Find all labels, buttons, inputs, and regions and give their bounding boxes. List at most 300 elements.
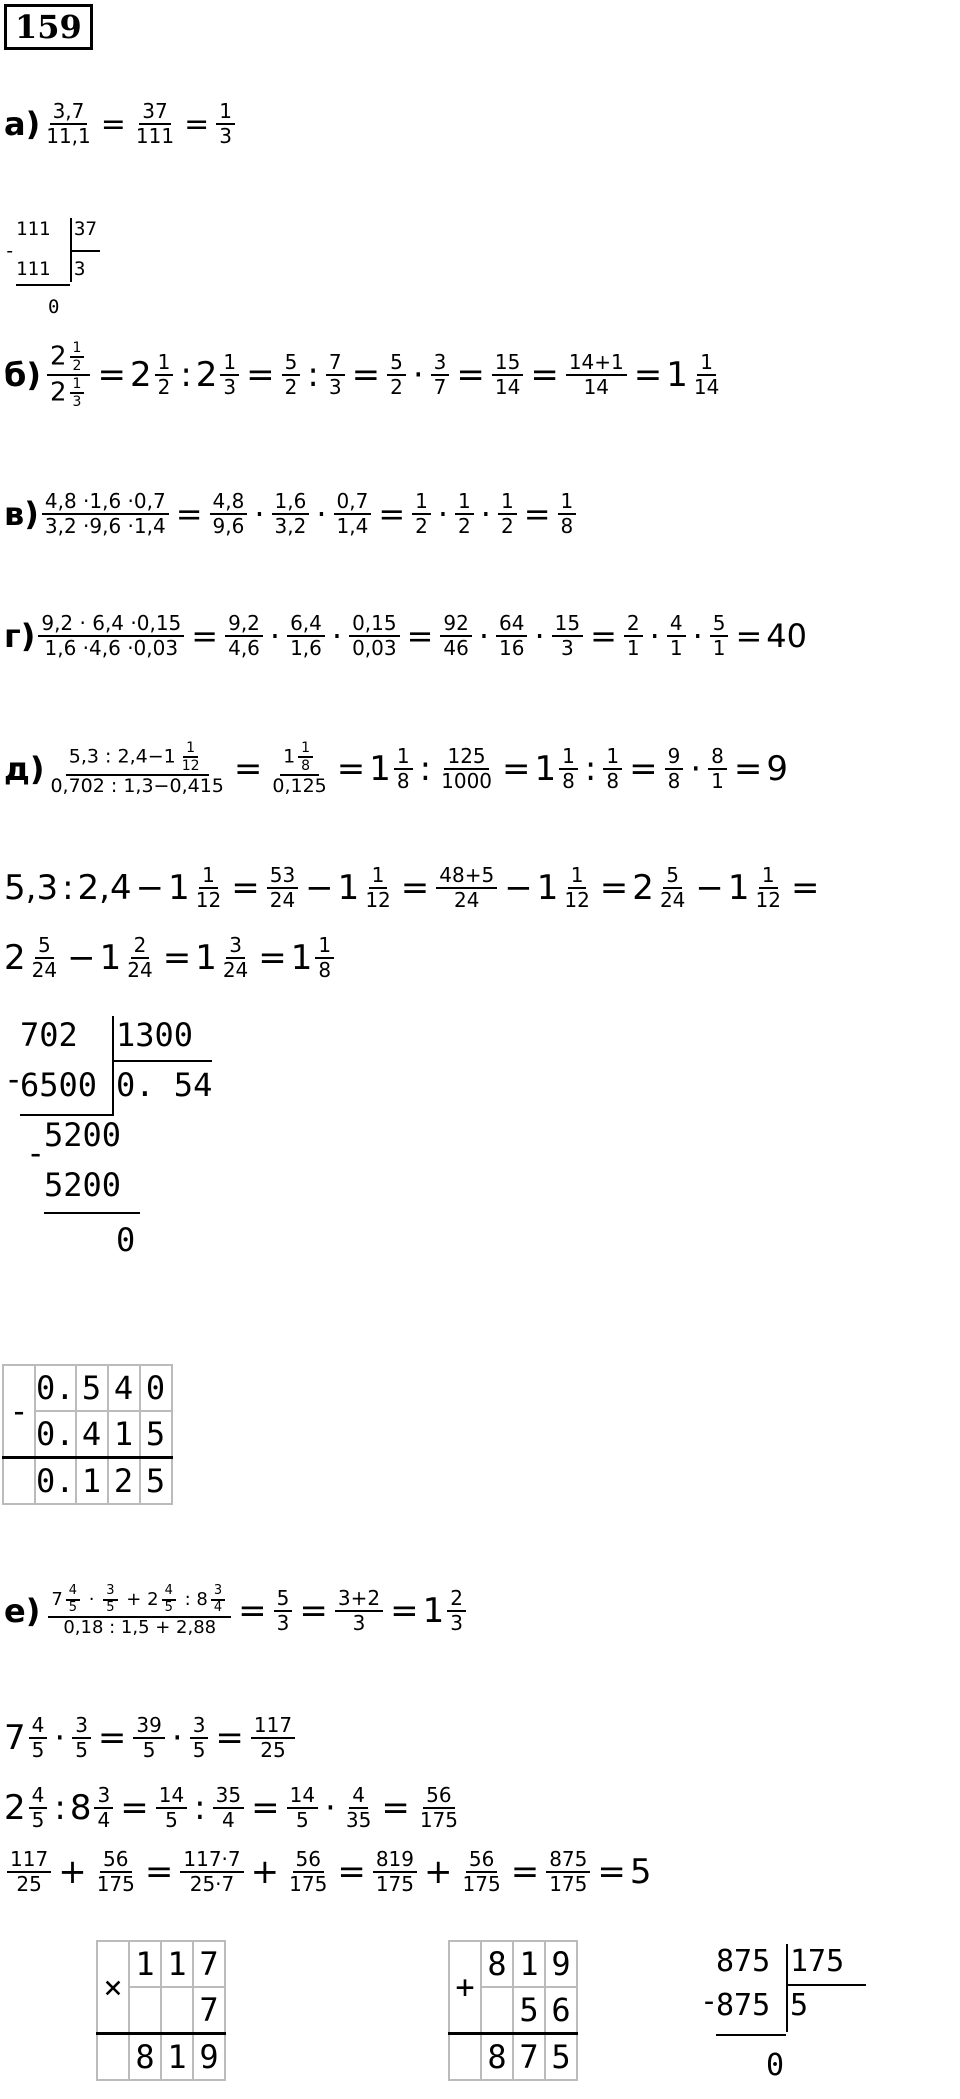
denominator: 1 [712,636,726,660]
denominator: 1 [711,769,724,794]
fraction [42,490,169,538]
part-e [4,1584,469,1639]
numerator: 1 [455,490,474,515]
numerator: 1 [697,351,716,376]
digit-cell: 1 [108,1411,140,1458]
operator: · [54,1718,66,1758]
fraction [657,864,688,912]
fraction [436,864,497,912]
math-text: 40 [766,617,807,655]
numerator: 3 [103,1584,117,1601]
denominator: 175 [462,1872,501,1896]
denominator: 14 [494,375,521,400]
digit-cell: 9 [545,1941,577,1987]
fraction [72,1714,91,1762]
operator: = [175,495,203,533]
math-text: 2 [147,1588,159,1610]
denominator: 25 [260,1738,286,1762]
addition-table [448,1940,578,2081]
denominator: 25·7 [189,1872,235,1896]
numerator: 117 [251,1714,295,1739]
operator: · [534,617,545,655]
denominator: 3 [352,1611,366,1636]
denominator: 3,2 [274,514,307,538]
numerator: 48+5 [436,864,497,889]
denominator: 2 [458,514,471,538]
operator: : [62,868,74,908]
digit-cell: 5 [140,1411,172,1458]
denominator: 4 [213,1599,223,1615]
part-g-label: г) [4,617,36,655]
numerator: 2 [624,612,643,637]
operator: : [194,1788,206,1828]
numerator: 8 [708,745,727,770]
operator: = [299,1591,328,1632]
part-a-label: а) [4,105,41,143]
denominator: 175 [375,1872,415,1896]
math-text: 0 [766,2048,785,2083]
numerator: 1 [70,340,85,358]
digit-cell: 8 [481,1941,513,1987]
operator: = [215,1718,244,1758]
digit-cell [3,1458,35,1505]
numerator: 15 [492,351,523,376]
math-text: + [126,1588,142,1610]
numerator: 4 [29,1714,48,1739]
numerator: 3 [94,1784,113,1809]
fraction [417,1784,461,1832]
denominator: 5 [142,1738,156,1762]
digit-cell: 7 [193,1941,225,1987]
operator: = [238,1591,267,1632]
fraction [624,612,643,660]
table-row [449,2034,577,2081]
denominator: 3,2 ·9,6 ·1,4 [44,514,166,538]
numerator: 117 [7,1848,51,1873]
math-text: 702 [20,1016,78,1054]
numerator: 1 [394,745,413,770]
numerator: 1 [216,100,235,125]
digit-cell [97,2034,129,2081]
numerator: 3+2 [335,1587,383,1612]
operator: = [390,1591,419,1632]
numerator: 9,2 · 6,4 ·0,15 [38,612,184,637]
numerator: 6,4 [287,612,325,637]
fraction [43,100,94,148]
digit-cell: 1 [76,1458,108,1505]
denominator: 24 [127,958,153,982]
digit-cell: 6 [545,1987,577,2034]
operator: = [456,355,485,396]
fraction [492,351,523,399]
numerator: 56 [423,1784,454,1809]
operator: · [649,617,660,655]
fraction [335,1587,383,1635]
fraction [103,1584,117,1616]
math-text: 5,3 [4,868,59,908]
numerator: 0,15 [349,612,400,637]
denominator: 4,6 [228,636,260,660]
denominator: 25 [16,1872,42,1896]
math-text: 1 [337,868,360,908]
denominator: 2 [415,514,428,538]
operator: = [191,617,219,655]
minus-sign: - [3,1365,35,1458]
digit-cell: 1 [161,2034,193,2081]
numerator: 64 [496,612,527,637]
fraction [29,1784,48,1832]
part-e-line2 [4,1784,464,1832]
denominator: 5 [165,1808,178,1832]
digit-cell [449,2034,481,2081]
fraction [691,351,722,399]
fraction [334,490,372,538]
fraction [216,100,235,148]
digit-cell: 0. [35,1411,76,1458]
numerator: 1 [498,490,517,515]
numerator [48,1584,231,1618]
operator: = [97,1718,127,1758]
operator: = [530,355,559,396]
numerator: 1 [759,864,778,889]
operator: : [54,1788,66,1828]
operator: = [258,938,287,978]
fraction [94,1784,113,1832]
math-text: 0 [48,296,60,318]
denominator: 24 [31,958,58,982]
operator: = [629,749,658,790]
part-e-label: е) [4,1592,41,1631]
denominator: 8 [318,958,332,982]
numerator: 4 [162,1584,176,1601]
numerator: 3 [226,934,245,959]
fraction [38,612,184,660]
fraction [124,934,155,982]
denominator: 1000 [441,769,493,794]
part-d-line2 [4,934,337,982]
numerator: 1 [568,864,587,889]
denominator: 8 [301,758,311,775]
division-a [4,218,114,318]
math-text: 5 [790,1988,809,2023]
numerator: 35 [213,1784,244,1809]
numerator: 9 [665,745,684,770]
denominator [47,376,90,410]
operator: = [337,1852,366,1892]
numerator: 15 [552,612,583,637]
digit-cell: 8 [129,2034,161,2081]
denominator: 175 [419,1808,458,1832]
operator: : [180,355,192,396]
rule-line [716,2034,786,2036]
fraction [179,740,203,774]
math-text: 1 [666,355,688,396]
math-text: 5200 [44,1116,122,1154]
math-text: 6500 [20,1066,98,1104]
numerator: 2 [131,934,150,959]
denominator: 2 [72,358,82,375]
math-text: 9 [766,749,789,790]
math-text: 5,3 : 2,4−1 [68,745,176,768]
numerator: 1 [603,745,622,770]
fraction [133,100,177,148]
math-text: 5 [629,1852,652,1892]
math-text: 1 [283,745,296,768]
fraction [667,612,686,660]
numerator: 5 [282,351,301,376]
math-text: 7 [4,1718,26,1758]
fraction [47,740,226,798]
numerator: 53 [267,864,298,889]
digit-cell: 8 [481,2034,513,2081]
fraction [190,1714,209,1762]
denominator: 1,6 ·4,6 ·0,03 [44,636,179,660]
operator: · [269,617,281,655]
fraction [387,351,406,399]
math-text: 2 [49,377,67,408]
numerator: 3 [72,1714,91,1739]
math-text: 1 [369,749,391,790]
table-row [97,1941,225,1987]
operator: · [331,617,343,655]
numerator: 14+1 [566,351,627,376]
digit-cell [161,1987,193,2034]
math-text: 3 [74,258,86,280]
denominator: 5 [31,1808,45,1832]
fraction [220,351,239,399]
operator: − [135,868,165,908]
denominator: 24 [659,888,686,912]
numerator: 819 [373,1848,417,1873]
math-text: 2 [4,938,26,978]
operator: = [233,749,263,790]
denominator: 4 [97,1808,111,1832]
fraction [29,934,60,982]
math-text: 8 [69,1788,92,1828]
fraction [251,1714,295,1762]
denominator: 12 [564,888,590,912]
digit-cell: 1 [129,1941,161,1987]
operator: : [584,749,597,790]
denominator: 24 [454,888,480,912]
numerator: 1 [558,490,577,515]
operator: · [316,495,327,533]
operator: = [790,868,820,908]
part-v [4,490,579,538]
fraction [438,745,495,793]
math-text [448,1940,578,2081]
operator: = [231,868,260,908]
denominator: 1,4 [336,514,369,538]
math-text: 0. 54 [116,1066,213,1104]
math-text: - [700,1984,719,2019]
operator: = [97,355,126,396]
denominator: 12 [195,888,222,912]
fraction [7,1848,51,1896]
part-v-label: в) [4,495,39,533]
denominator: 5 [75,1738,88,1762]
operator: · [480,495,491,533]
operator: + [58,1852,87,1892]
numerator [47,340,90,376]
fraction [561,864,592,912]
fraction [431,351,450,399]
digit-cell: 5 [76,1365,108,1411]
part-a [4,100,238,148]
rule-line [16,284,70,286]
fraction [282,351,301,399]
denominator: 3 [72,394,82,411]
denominator: 1 [669,636,683,660]
numerator: 37 [139,100,170,125]
fraction [753,864,784,912]
denominator: 0,18 : 1,5 + 2,88 [63,1616,217,1638]
denominator: 24 [222,958,249,982]
division-e [700,1944,900,2094]
operator: = [378,495,406,533]
numerator: 117·7 [180,1848,243,1873]
math-text: 2 [4,1788,26,1828]
multiplication-table [96,1940,226,2081]
numerator: 4 [29,1784,48,1809]
denominator: 35 [345,1808,372,1832]
math-text: - [4,1060,24,1098]
math-text: 2 [129,355,152,396]
part-e-line3 [4,1848,652,1896]
denominator: 1,6 [290,636,322,660]
math-text: 1 [727,868,750,908]
denominator: 175 [549,1872,588,1896]
denominator: 16 [499,636,525,660]
fraction [225,612,263,660]
operator: · [478,617,490,655]
operator: = [406,617,434,655]
math-text: 7 [51,1588,63,1610]
numerator: 56 [293,1848,324,1873]
math-text: 1 [195,938,217,978]
numerator: 3 [431,351,450,376]
fraction [460,1848,504,1896]
fraction [603,745,622,793]
denominator: 2 [157,375,171,400]
digit-cell [129,1987,161,2034]
numerator: 5 [274,1587,293,1612]
rule-line [44,1212,140,1214]
rule-line [112,1060,212,1062]
numerator: 875 [546,1848,590,1873]
numerator: 92 [440,612,471,637]
math-text: 2 [195,355,218,396]
numerator: 1 [315,934,334,959]
operator: = [120,1788,149,1828]
fraction [708,745,727,793]
math-text: 2 [49,341,67,372]
fraction [274,1587,293,1635]
digit-cell: 2 [108,1458,140,1505]
digit-cell: 1 [161,1941,193,1987]
operator: = [144,1852,174,1892]
math-text: 875 [716,1944,771,1979]
denominator: 5 [295,1808,309,1832]
denominator: 175 [289,1872,328,1896]
fraction [29,1714,48,1762]
operator: − [305,868,334,908]
operator: + [424,1852,453,1892]
denominator: 24 [269,888,296,912]
numerator: 14 [287,1784,318,1809]
operator: = [597,1852,626,1892]
denominator: 0,03 [352,636,397,660]
rule-line [20,1114,112,1116]
fraction [220,934,251,982]
plus-sign: + [449,1941,481,2034]
math-text: 8 [196,1588,208,1610]
fraction [287,612,325,660]
fraction [162,1584,176,1616]
fraction [394,745,413,793]
math-text [96,1940,226,2081]
denominator: 7 [433,375,447,400]
numerator: 1 [412,490,431,515]
fraction [48,1584,231,1639]
math-text: 1 [168,868,190,908]
numerator: 1 [70,376,85,394]
math-text: 0 [116,1221,136,1259]
numerator: 39 [133,1714,164,1739]
numerator: 0,7 [334,490,372,515]
fraction [269,740,329,798]
fraction [298,740,313,774]
fraction [496,612,527,660]
operator: = [733,749,763,790]
denominator: 5 [68,1599,78,1615]
operator: · [692,617,703,655]
operator: + [250,1852,280,1892]
math-text: 1300 [116,1016,194,1054]
fraction [155,351,174,399]
fraction [440,612,471,660]
denominator: 8 [560,514,574,538]
fraction [211,1584,225,1616]
denominator: 12 [365,888,391,912]
fraction [566,351,627,399]
numerator: 56 [466,1848,497,1873]
numerator: 1 [155,351,174,376]
numerator: 3 [190,1714,209,1739]
table-row [3,1458,172,1505]
math-text [97,1941,225,2080]
operator: = [599,868,629,908]
operator: · [325,1788,336,1828]
denominator: 12 [181,758,200,775]
math-text: 1 [290,938,313,978]
denominator: 2 [390,375,403,400]
denominator: 8 [562,769,575,794]
rule-line [70,250,100,252]
denominator: 8 [606,769,620,794]
digit-cell [481,1987,513,2034]
fraction [133,1714,164,1762]
part-e-line1 [4,1714,298,1762]
fraction [213,1784,244,1832]
numerator [280,740,319,776]
denominator: 3 [450,1611,463,1636]
numerator: 1 [199,864,218,889]
part-b-label: б) [4,356,41,395]
operator: = [351,355,381,396]
part-d [4,740,788,798]
denominator: 8 [667,769,681,794]
